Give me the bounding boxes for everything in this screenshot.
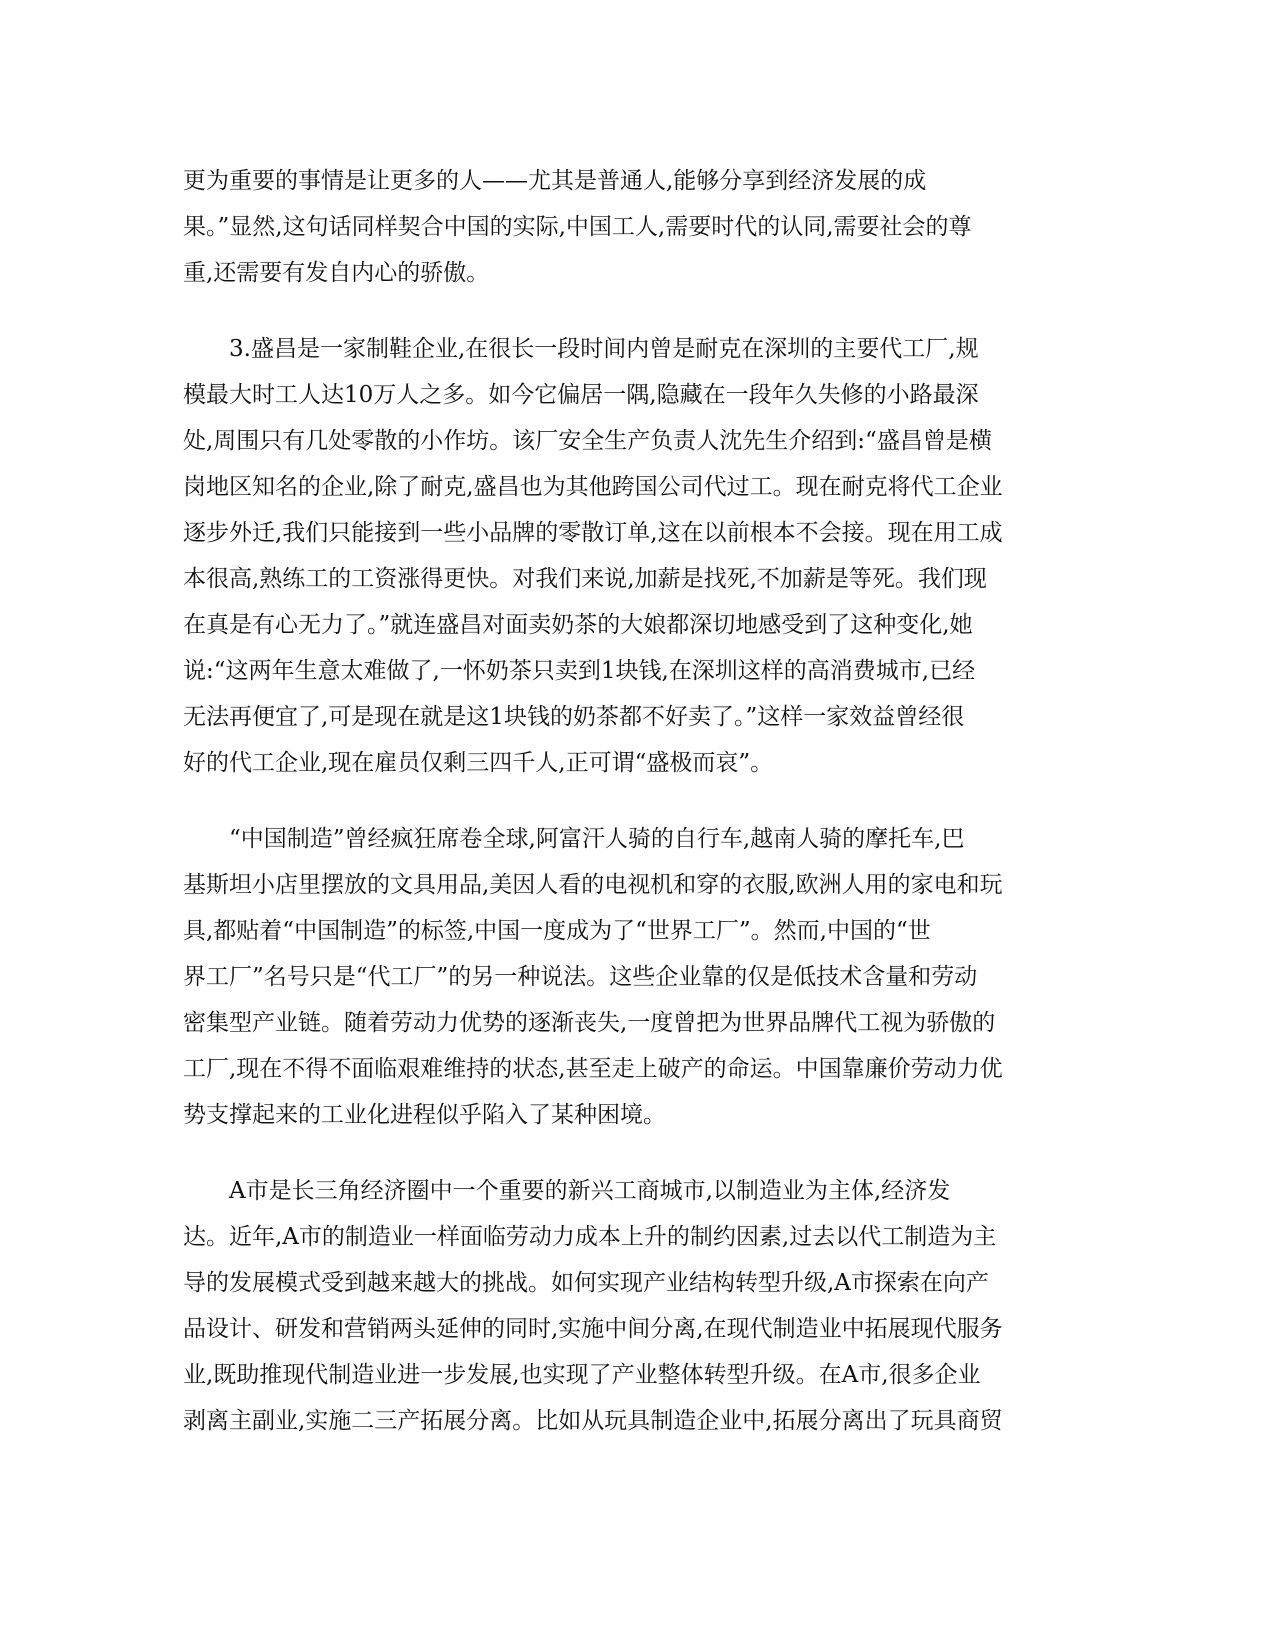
text-line: 剥离主副业,实施二三产拓展分离。比如从玩具制造企业中,拓展分离出了玩具商贸 bbox=[183, 1408, 1003, 1434]
paragraph-3 bbox=[183, 816, 1093, 1138]
text-line: 具,都贴着“中国制造”的标签,中国一度成为了“世界工厂”。然而,中国的“世 bbox=[183, 918, 931, 944]
document-page bbox=[183, 158, 1093, 1444]
text-line: 好的代工企业,现在雇员仅剩三四千人,正可谓“盛极而哀”。 bbox=[183, 750, 774, 776]
text-line: 密集型产业链。随着劳动力优势的逐渐丧失,一度曾把为世界品牌代工视为骄傲的 bbox=[183, 1010, 996, 1036]
paragraph-2 bbox=[183, 326, 1093, 786]
text-line: 业,既助推现代制造业进一步发展,也实现了产业整体转型升级。在A市,很多企业 bbox=[183, 1362, 981, 1388]
text-line: 说:“这两年生意太难做了,一怀奶茶只卖到1块钱,在深圳这样的高消费城市,已经 bbox=[183, 658, 976, 684]
paragraph-4 bbox=[183, 1168, 1093, 1444]
paragraph-gap bbox=[183, 1138, 1093, 1168]
paragraph-gap bbox=[183, 296, 1093, 326]
text-line: 果。”显然,这句话同样契合中国的实际,中国工人,需要时代的认同,需要社会的尊 bbox=[183, 214, 972, 240]
text-line: 模最大时工人达10万人之多。如今它偏居一隅,隐藏在一段年久失修的小路最深 bbox=[183, 382, 979, 408]
text-line: 工厂,现在不得不面临艰难维持的状态,甚至走上破产的命运。中国靠廉价劳动力优 bbox=[183, 1056, 1003, 1082]
text-line: 处,周围只有几处零散的小作坊。该厂安全生产负责人沈先生介绍到:“盛昌曾是横 bbox=[183, 428, 992, 454]
paragraph-gap bbox=[183, 786, 1093, 816]
text-line: 品设计、研发和营销两头延伸的同时,实施中间分离,在现代制造业中拓展现代服务 bbox=[183, 1316, 1003, 1342]
text-line: 基斯坦小店里摆放的文具用品,美因人看的电视机和穿的衣服,欧洲人用的家电和玩 bbox=[183, 872, 1003, 898]
text-line: 岗地区知名的企业,除了耐克,盛昌也为其他跨国公司代过工。现在耐克将代工企业 bbox=[183, 474, 1003, 500]
paragraph-1 bbox=[183, 158, 1093, 296]
text-line: 本很高,熟练工的工资涨得更快。对我们来说,加薪是找死,不加薪是等死。我们现 bbox=[183, 566, 987, 592]
text-line: 逐步外迁,我们只能接到一些小品牌的零散订单,这在以前根本不会接。现在用工成 bbox=[183, 520, 1003, 546]
text-line: 无法再便宜了,可是现在就是这1块钱的奶茶都不好卖了。”这样一家效益曾经很 bbox=[183, 704, 965, 730]
text-line: 重,还需要有发自内心的骄傲。 bbox=[183, 260, 490, 286]
text-line: “中国制造”曾经疯狂席卷全球,阿富汗人骑的自行车,越南人骑的摩托车,巴 bbox=[183, 826, 965, 852]
text-line: 势支撑起来的工业化进程似乎陷入了某种困境。 bbox=[183, 1102, 666, 1128]
text-line: 更为重要的事情是让更多的人——尤其是普通人,能够分享到经济发展的成 bbox=[183, 168, 927, 194]
text-line: A市是长三角经济圈中一个重要的新兴工商城市,以制造业为主体,经济发 bbox=[183, 1178, 951, 1204]
text-line: 界工厂”名号只是“代工厂”的另一种说法。这些企业靠的仅是低技术含量和劳动 bbox=[183, 964, 978, 990]
text-line: 3.盛昌是一家制鞋企业,在很长一段时间内曾是耐克在深圳的主要代工厂,规 bbox=[183, 336, 979, 362]
text-line: 在真是有心无力了。”就连盛昌对面卖奶茶的大娘都深切地感受到了这种变化,她 bbox=[183, 612, 973, 638]
text-line: 达。近年,A市的制造业一样面临劳动力成本上升的制约因素,过去以代工制造为主 bbox=[183, 1224, 997, 1250]
text-line: 导的发展模式受到越来越大的挑战。如何实现产业结构转型升级,A市探索在向产 bbox=[183, 1270, 989, 1296]
